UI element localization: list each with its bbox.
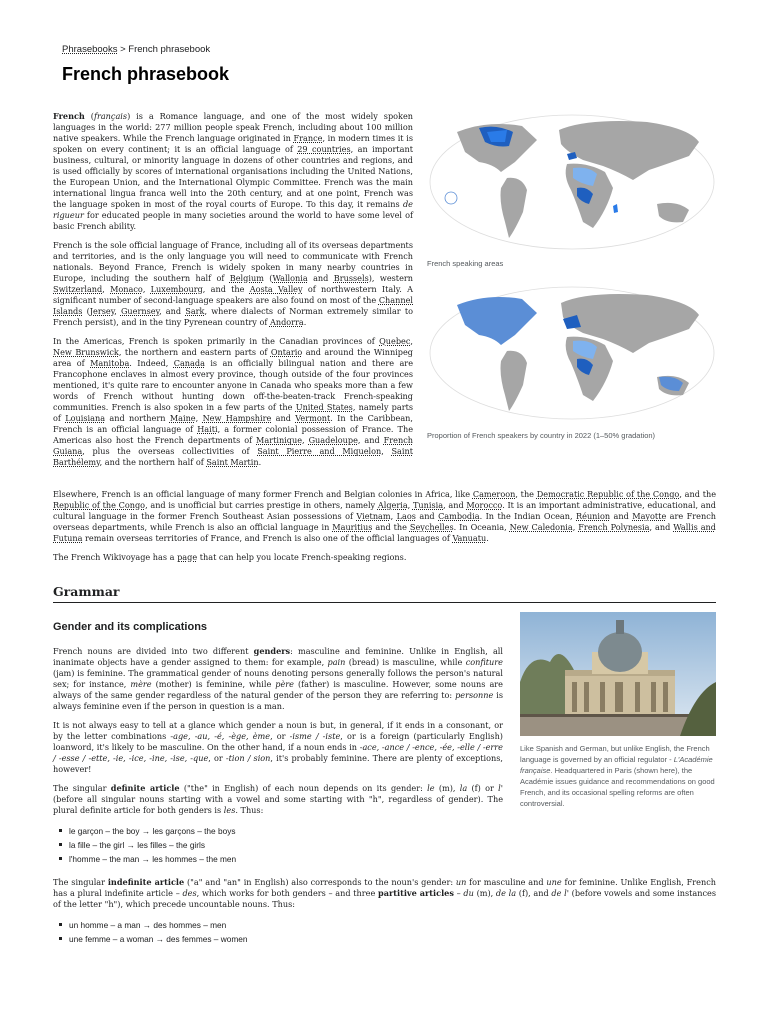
- inline-link[interactable]: Guadeloupe: [308, 435, 358, 445]
- text-run: and northern: [105, 413, 170, 423]
- text-run: ("a" and "an" in English) also corresponds to the noun's gender:: [184, 877, 456, 887]
- indefinite-article-list: [53, 918, 716, 946]
- text-run: , namely parts of: [53, 402, 414, 423]
- inline-link[interactable]: page: [177, 552, 198, 562]
- text-run: Elsewhere, French is an official language of many former French and Belgian colonies in Africa, like: [53, 489, 473, 499]
- breadcrumb-link-phrasebooks[interactable]: Phrasebooks: [62, 44, 118, 55]
- italic-term: du: [463, 888, 474, 898]
- italic-term: des: [182, 888, 197, 898]
- inline-link[interactable]: Seychelles: [409, 522, 454, 532]
- text-run: Like Spanish and German, but unlike English, the French language is governed by an official regulator -: [520, 744, 710, 764]
- italic-term: de l': [551, 888, 569, 898]
- intro-lower: [53, 489, 716, 571]
- text-run: , or: [270, 731, 290, 741]
- text-run: (: [263, 273, 273, 283]
- text-run: ), western: [368, 273, 413, 283]
- text-run: , where dialects of Norman extremely similar to French persist), and in the tiny Pyrenean country of: [53, 306, 413, 327]
- grammar-section: [53, 584, 716, 603]
- gender-paragraph-3: [53, 783, 503, 816]
- inline-link[interactable]: Brussels: [333, 273, 369, 283]
- italic-term: un: [455, 877, 467, 887]
- figure-map-speakers-proportion: [427, 285, 717, 441]
- inline-link[interactable]: Louisiana: [65, 413, 106, 423]
- text-run: ,: [572, 522, 579, 532]
- text-run: It is not always easy to tell at a glance which gender a noun is but, in general, if it ends in a consonant, or by the letter combinations: [53, 720, 503, 741]
- text-run: (f) or: [467, 783, 499, 793]
- italic-term: -ace, -ance / -ence, -ée, -elle / -erre / -esse / -ette, -ie, -ice, -ine, -ise, -que: [53, 742, 503, 763]
- text-run: , which works for both genders – and three: [196, 888, 379, 898]
- text-run: (jam) is feminine. The grammatical gender of nouns denoting persons generally follows the person's natural sex; for instance,: [53, 668, 503, 689]
- italic-term: français: [93, 111, 128, 121]
- text-run: and: [415, 511, 439, 521]
- text-run: , in modern times it is spoken on every continent; it is an official language of: [53, 133, 413, 154]
- map1-caption: French speaking areas: [427, 259, 504, 268]
- text-run: . Indeed,: [129, 358, 174, 368]
- text-run: (mother) is feminine, while: [151, 679, 276, 689]
- inline-link[interactable]: Saint Barthélemy: [53, 446, 413, 467]
- text-run: . Thus:: [235, 805, 264, 815]
- text-run: and around the Winnipeg area of: [53, 347, 413, 368]
- page-title: French phrasebook: [62, 64, 230, 84]
- inline-link[interactable]: Maine: [169, 413, 196, 423]
- text-run: , and: [649, 522, 674, 532]
- inline-link[interactable]: France: [293, 133, 323, 143]
- text-run: The French Wikivoyage has a: [53, 552, 178, 562]
- inline-link[interactable]: Haiti: [197, 424, 218, 434]
- bold-term: partitive articles: [378, 888, 454, 898]
- text-run: . It is an important administrative, educational, and cultural language in the former French Southeast Asian possessions of: [53, 500, 717, 521]
- text-run: , and: [159, 306, 186, 316]
- inline-link[interactable]: Wallis and Futuna: [53, 522, 716, 543]
- text-run: ,: [195, 413, 203, 423]
- inline-link[interactable]: Switzerland: [53, 284, 103, 294]
- inline-link[interactable]: Sark: [185, 306, 205, 316]
- italic-term: l': [498, 783, 504, 793]
- italic-term: mère: [130, 679, 152, 689]
- text-run: remain overseas territories of France, and French is also one of the official languages of: [82, 533, 453, 543]
- text-run: that can help you locate French-speaking regions.: [197, 552, 407, 562]
- text-run: (m),: [434, 783, 460, 793]
- bold-term: genders: [253, 646, 291, 656]
- text-run: The singular: [53, 877, 108, 887]
- text-run: is an officially bilingual nation and there are Francophone enclaves in almost every province, though outside of the four provinces mentioned, it's quite rare to encounter anyone in Canada who speaks more than a few words of French without hunting down off-the-beaten-track French-speaking communities. French is also spoken in a few parts of the: [53, 358, 413, 412]
- text-run: , the northern and eastern parts of: [118, 347, 271, 357]
- text-run: , plus the overseas collectivities of: [82, 446, 258, 456]
- italic-term: -age, -au, -é, -ège, ème: [170, 731, 271, 741]
- world-map-2[interactable]: [427, 285, 717, 422]
- text-run: .: [303, 317, 307, 327]
- text-run: ,: [410, 336, 413, 346]
- text-run: ,: [390, 511, 397, 521]
- inline-link[interactable]: Vietnam: [356, 511, 391, 521]
- text-run: and the: [372, 522, 410, 532]
- inline-link[interactable]: Saint Pierre and Miquelon: [257, 446, 382, 456]
- text-run: (f), and: [516, 888, 552, 898]
- text-run: –: [453, 888, 464, 898]
- text-run: : masculine and feminine. Unlike in English, all inanimate objects have a gender assigned to them: for example,: [53, 646, 503, 667]
- italic-term: le: [427, 783, 435, 793]
- list-item: l'homme – the man → les hommes – the men: [69, 852, 503, 866]
- italic-term: -tion / sion: [225, 753, 271, 763]
- text-run: . In the Indian Ocean,: [479, 511, 577, 521]
- text-run: is always feminine even if the person in question is a man.: [53, 690, 503, 711]
- definite-article-list: [53, 824, 503, 866]
- gender-paragraph-2: [53, 720, 503, 775]
- figure-academie-photo: [520, 612, 716, 809]
- inline-link[interactable]: Democratic Republic of the Congo: [536, 489, 680, 499]
- inline-link[interactable]: Monaco: [110, 284, 143, 294]
- text-run: , and the: [202, 284, 250, 294]
- italic-term: confiture: [465, 657, 503, 667]
- intro-paragraph-4: [53, 489, 716, 544]
- inline-link[interactable]: Mayotte: [632, 511, 667, 521]
- text-run: for educated people in many societies around the world to have some level of basic French ability.: [53, 210, 413, 231]
- inline-link[interactable]: Martinique: [256, 435, 303, 445]
- bold-term: French: [53, 111, 85, 121]
- academie-francaise-photo[interactable]: [520, 612, 716, 736]
- text-run: . Headquartered in Paris (shown here), the Académie issues guidance and recommendations on good French, and its occasional spelling reforms are often controversial.: [520, 766, 715, 808]
- text-run: In the Americas, French is spoken primarily in the Canadian provinces of: [53, 336, 380, 346]
- inline-link[interactable]: Wallonia: [272, 273, 308, 283]
- inline-link[interactable]: Luxembourg: [150, 284, 203, 294]
- text-run: (: [84, 111, 94, 121]
- text-run: ("the" in English) of each noun depends on its gender:: [179, 783, 428, 793]
- inline-link[interactable]: Morocco: [466, 500, 503, 510]
- text-run: of northwestern Italy. A significant number of second-language speakers are also found on most of the: [53, 284, 413, 305]
- inline-link[interactable]: Republic of the Congo: [53, 500, 146, 510]
- inline-link[interactable]: Andorra: [269, 317, 304, 327]
- breadcrumb-separator: >: [120, 44, 126, 55]
- intro-paragraph-2: [53, 240, 413, 328]
- inline-link[interactable]: New Caledonia: [509, 522, 573, 532]
- text-run: ,: [114, 306, 121, 316]
- intro-paragraph-3: [53, 336, 413, 468]
- inline-link[interactable]: Channel Islands: [53, 295, 413, 316]
- text-run: and: [307, 273, 334, 283]
- inline-link[interactable]: Jersey: [89, 306, 115, 316]
- inline-link[interactable]: Cambodia: [438, 511, 480, 521]
- inline-link[interactable]: Quebec: [379, 336, 411, 346]
- inline-link[interactable]: New Brunswick: [53, 347, 119, 357]
- inline-link[interactable]: Ontario: [270, 347, 303, 357]
- italic-term: L'Académie française: [520, 755, 713, 775]
- inline-link[interactable]: Réunion: [576, 511, 611, 521]
- inline-link[interactable]: French Guiana: [53, 435, 413, 456]
- list-item: une femme – a woman → des femmes – women: [69, 932, 716, 946]
- inline-link[interactable]: Vermont: [295, 413, 331, 423]
- breadcrumb: [62, 44, 716, 55]
- text-run: , a former colonial possession of France. The Americas also host the French departments of: [53, 424, 413, 445]
- italic-term: pain: [327, 657, 346, 667]
- text-run: , or is a foreign (particularly English) loanword, it's likely to be masculine. On the other hand, if a noun ends in: [53, 731, 503, 752]
- text-run: are French overseas departments, while French is also an official language in: [53, 511, 716, 532]
- text-run: French is the sole official language of France, including all of its overseas departments and territories, and is the only language you will need to communicate with French nationals. Beyond France, French is widely spoken in many nearby countries in Europe, including the southern half of: [53, 240, 413, 283]
- inline-link[interactable]: French Polynesia: [578, 522, 650, 532]
- text-run: , or: [208, 753, 226, 763]
- inline-link[interactable]: Manitoba: [90, 358, 130, 368]
- italic-term: personne: [455, 690, 494, 700]
- text-run: ,: [302, 435, 309, 445]
- intro-paragraph-1: [53, 111, 413, 232]
- inline-link[interactable]: Laos: [396, 511, 416, 521]
- text-run: (before vowels and some instances of the letter "h"), which precede uncountable nouns. Thus:: [53, 888, 717, 909]
- text-run: (bread) is masculine, while: [345, 657, 466, 667]
- gender-paragraph-4: [53, 877, 716, 910]
- bold-term: indefinite article: [107, 877, 185, 887]
- text-run: , and the northern half of: [99, 457, 207, 467]
- inline-link[interactable]: Cameroon: [472, 489, 516, 499]
- inline-link[interactable]: Mauritius: [332, 522, 373, 532]
- inline-link[interactable]: Guernsey: [120, 306, 160, 316]
- text-run: ,: [102, 284, 111, 294]
- inline-link[interactable]: United States: [295, 402, 353, 412]
- text-run: , an important business, cultural, or minority language in dozens of other countries and regions, and is used officially by scores of international organisations including the United Nations, the European Union, and the International Olympic Committee. French was the main international lingua franca well into the 20th century, and at one point, French was the language spoken in most of the royal courts of Europe. To this day, it remains: [53, 144, 413, 209]
- text-run: , it's probably feminine. There are plenty of exceptions, however!: [53, 753, 503, 774]
- inline-link[interactable]: Aosta Valley: [249, 284, 303, 294]
- text-run: ,: [142, 284, 151, 294]
- inline-link[interactable]: New Hampshire: [202, 413, 272, 423]
- world-map-1[interactable]: [427, 112, 717, 252]
- gender-subheading: Gender and its complications: [53, 621, 208, 633]
- text-run: French nouns are divided into two different: [53, 646, 254, 656]
- indefinite-section: [53, 877, 716, 946]
- italic-term: les: [223, 805, 236, 815]
- breadcrumb-current: French phrasebook: [128, 44, 211, 55]
- text-run: (: [82, 306, 90, 316]
- text-run: . In Oceania,: [453, 522, 510, 532]
- text-run: ,: [381, 446, 392, 456]
- text-run: . In the Caribbean, French is an official language of: [53, 413, 414, 434]
- text-run: (before all singular nouns starting with a vowel and some starting with "h", regardless of gender). The plural definite article for both genders is: [53, 794, 503, 815]
- inline-link[interactable]: Belgium: [229, 273, 264, 283]
- italic-term: la: [459, 783, 468, 793]
- text-run: , and: [357, 435, 384, 445]
- gender-section: [53, 621, 503, 866]
- map2-caption: Proportion of French speakers by country in 2022 (1–50% gradation): [427, 431, 656, 440]
- italic-term: de rigueur: [53, 199, 413, 220]
- intro-column: [53, 111, 413, 468]
- text-run: .: [486, 533, 489, 543]
- italic-term: père: [275, 679, 294, 689]
- text-run: ) is a Romance language, and one of the most widely spoken languages in the world: 277 million people speak French, including about 100 million native speakers. While the French language originated in: [53, 111, 413, 143]
- text-run: The singular: [53, 783, 111, 793]
- text-run: , and: [443, 500, 467, 510]
- grammar-heading: Grammar: [53, 584, 716, 603]
- inline-link[interactable]: Canada: [173, 358, 205, 368]
- text-run: for masculine and: [466, 877, 547, 887]
- text-run: , and is unofficial but carries prestige in others, namely: [145, 500, 378, 510]
- intro-paragraph-5: [53, 552, 716, 563]
- list-item: le garçon – the boy → les garçons – the boys: [69, 824, 503, 838]
- list-item: la fille – the girl → les filles – the girls: [69, 838, 503, 852]
- bold-term: definite article: [110, 783, 180, 793]
- inline-link[interactable]: Tunisia: [412, 500, 444, 510]
- figure-map-french-speaking: [427, 112, 717, 269]
- list-item: un homme – a man → des hommes – men: [69, 918, 716, 932]
- inline-link[interactable]: 29 countries: [297, 144, 351, 154]
- text-run: and: [271, 413, 296, 423]
- inline-link[interactable]: Vanuatu: [452, 533, 487, 543]
- text-run: , the: [515, 489, 537, 499]
- text-run: for feminine. Unlike English, French has a plural indefinite article –: [53, 877, 716, 898]
- text-run: .: [258, 457, 262, 467]
- text-run: and: [610, 511, 633, 521]
- text-run: (m),: [473, 888, 496, 898]
- text-run: (father) is masculine. However, some nouns are always of the same gender regardless of the natural gender of the person they are referring to:: [53, 679, 503, 700]
- italic-term: une: [546, 877, 562, 887]
- italic-term: -isme / -iste: [289, 731, 341, 741]
- italic-term: de la: [495, 888, 517, 898]
- photo-caption: [520, 743, 716, 809]
- inline-link[interactable]: Saint Martin: [206, 457, 259, 467]
- inline-link[interactable]: Algeria: [377, 500, 408, 510]
- text-run: , and the: [679, 489, 717, 499]
- text-run: ,: [407, 500, 413, 510]
- gender-paragraph-1: [53, 646, 503, 712]
